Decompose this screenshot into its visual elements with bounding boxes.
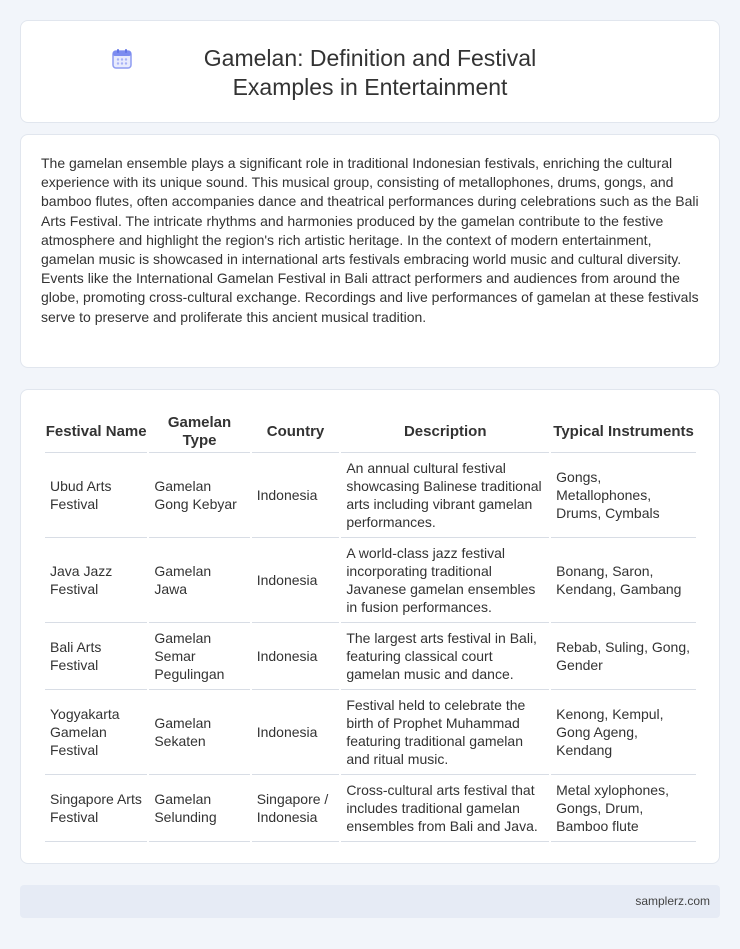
cell-instruments: Kenong, Kempul, Gong Ageng, Kendang <box>551 690 696 775</box>
cell-gamelan-type: Gamelan Jawa <box>149 538 249 623</box>
cell-instruments: Metal xylophones, Gongs, Drum, Bamboo flute <box>551 775 696 842</box>
cell-gamelan-type: Gamelan Sekaten <box>149 690 249 775</box>
cell-gamelan-type: Gamelan Gong Kebyar <box>149 453 249 538</box>
table-row <box>45 453 696 538</box>
cell-description: The largest arts festival in Bali, featuring classical court gamelan music and dance. <box>341 623 549 690</box>
table-header-row <box>45 412 696 453</box>
cell-description: A world-class jazz festival incorporating traditional Javanese gamelan ensembles in fusion performances. <box>341 538 549 623</box>
cell-festival-name: Bali Arts Festival <box>45 623 147 690</box>
cell-festival-name: Singapore Arts Festival <box>45 775 147 842</box>
table-row <box>45 690 696 775</box>
cell-festival-name: Java Jazz Festival <box>45 538 147 623</box>
festival-table <box>43 412 698 842</box>
cell-country: Indonesia <box>252 538 340 623</box>
cell-description: Cross-cultural arts festival that includes traditional gamelan ensembles from Bali and Java. <box>341 775 549 842</box>
table-card <box>20 389 720 864</box>
cell-country: Singapore / Indonesia <box>252 775 340 842</box>
cell-country: Indonesia <box>252 690 340 775</box>
cell-gamelan-type: Gamelan Semar Pegulingan <box>149 623 249 690</box>
cell-description: Festival held to celebrate the birth of Prophet Muhammad featuring traditional gamelan and ritual music. <box>341 690 549 775</box>
cell-instruments: Bonang, Saron, Kendang, Gambang <box>551 538 696 623</box>
description-text: The gamelan ensemble plays a significant role in traditional Indonesian festivals, enriching the cultural experience with its unique sound. This musical group, consisting of metallophones, drums, gongs, and bamboo flutes, often accompanies dance and theatrical performances during celebrations such as the Bali Arts Festival. The intricate rhythms and harmonies produced by the gamelan contribute to the festive atmosphere and highlight the region's rich artistic heritage. In the context of modern entertainment, gamelan music is showcased in international arts festivals embracing world music and cultural diversity. Events like the International Gamelan Festival in Bali attract performers and audiences from around the globe, promoting cross-cultural exchange. Recordings and live performances of gamelan at these festivals serve to preserve and proliferate this ancient musical tradition. <box>41 155 699 325</box>
footer-site-link[interactable]: samplerz.com <box>635 894 710 908</box>
cell-description: An annual cultural festival showcasing Balinese traditional arts including vibrant gamelan performances. <box>341 453 549 538</box>
cell-instruments: Rebab, Suling, Gong, Gender <box>551 623 696 690</box>
header-description: Description <box>341 412 549 453</box>
footer <box>20 885 720 918</box>
cell-festival-name: Yogyakarta Gamelan Festival <box>45 690 147 775</box>
table-row <box>45 623 696 690</box>
page-title: Gamelan: Definition and Festival Examples in Entertainment <box>203 45 537 100</box>
title-card <box>20 20 720 123</box>
cell-instruments: Gongs, Metallophones, Drums, Cymbals <box>551 453 696 538</box>
cell-festival-name: Ubud Arts Festival <box>45 453 147 538</box>
cell-gamelan-type: Gamelan Selunding <box>149 775 249 842</box>
header-gamelan-type: Gamelan Type <box>149 412 249 453</box>
description-card <box>20 134 720 368</box>
table-row <box>45 538 696 623</box>
header-typical-instruments: Typical Instruments <box>551 412 696 453</box>
table-row <box>45 775 696 842</box>
header-festival-name: Festival Name <box>45 412 147 453</box>
cell-country: Indonesia <box>252 623 340 690</box>
header-country: Country <box>252 412 340 453</box>
cell-country: Indonesia <box>252 453 340 538</box>
